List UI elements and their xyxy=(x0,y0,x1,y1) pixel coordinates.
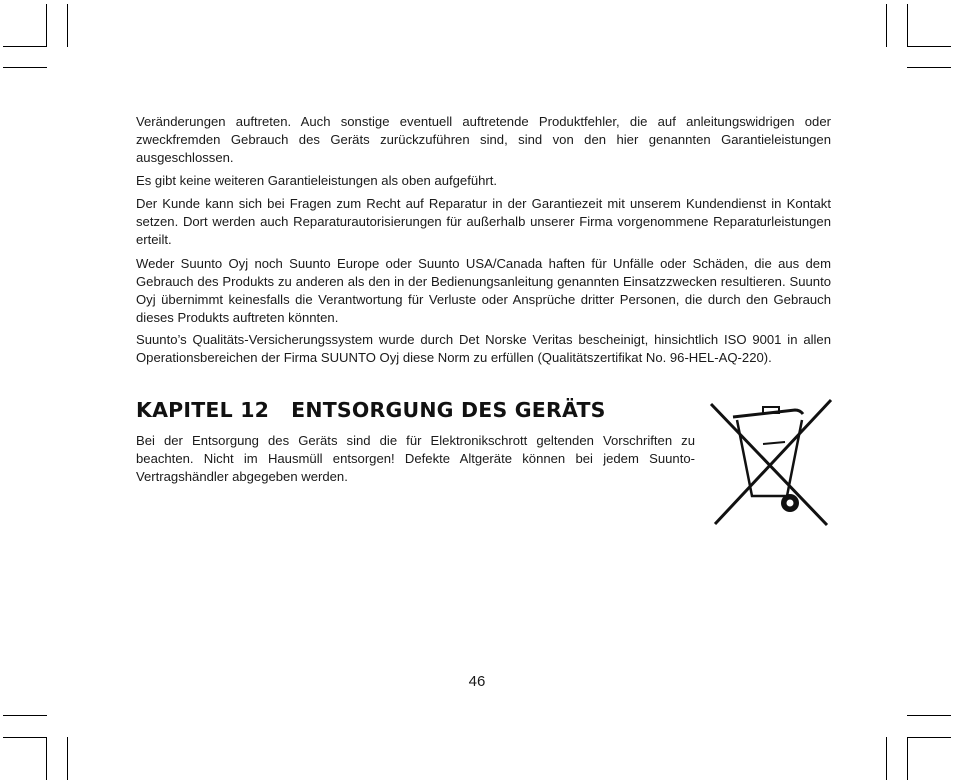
crop-mark xyxy=(46,737,47,780)
crop-mark xyxy=(67,4,68,47)
paragraph-disposal: Bei der Entsorgung des Geräts sind die für Elektronikschrott geltenden Vorschriften zu beachten. Nicht im Hausmüll entsorgen! Defekte Altgeräte können bei jedem Suunto-Vertragshändler abgegeben werden. xyxy=(136,433,695,484)
crop-mark xyxy=(67,737,68,780)
crop-mark xyxy=(907,46,951,47)
crop-mark xyxy=(46,4,47,47)
paragraph-warranty-exclusions: Veränderungen auftreten. Auch sonstige eventuell auftretende Produktfehler, die auf anleitungswidrigen oder zweckfremden Gebrauch des Geräts zurückzuführen sind, sind von den hier genannten Garantieleistungen ausgeschlossen. xyxy=(136,114,831,165)
paragraph-customer-service: Der Kunde kann sich bei Fragen zum Recht auf Reparatur in der Garantiezeit mit unserem Kundendienst in Kontakt setzen. Dort werden auch Reparaturautorisierungen für außerhalb unserer Firma vorgenommene Reparaturleistungen erteilt. xyxy=(136,196,831,247)
page-number: 46 xyxy=(468,673,486,690)
crop-mark xyxy=(907,737,951,738)
crossed-out-wheelie-bin-icon xyxy=(703,398,835,527)
crop-mark xyxy=(3,715,47,716)
crop-mark xyxy=(907,715,951,716)
crop-mark xyxy=(886,4,887,47)
crop-mark xyxy=(3,46,47,47)
crop-mark xyxy=(907,67,951,68)
paragraph-quality-system: Suunto’s Qualitäts-Versicherungssystem wurde durch Det Norske Veritas bescheinigt, hinsichtlich ISO 9001 in allen Operationsbereichen der Firma SUUNTO Oyj diese Norm zu erfüllen (Qualitätszertifikat No. 96-HEL-AQ-220). xyxy=(136,332,831,365)
crop-mark xyxy=(907,4,908,47)
crop-mark xyxy=(3,737,47,738)
crop-mark xyxy=(886,737,887,780)
crop-mark xyxy=(907,737,908,780)
paragraph-no-further-warranty: Es gibt keine weiteren Garantieleistungen als oben aufgeführt. xyxy=(136,173,498,188)
paragraph-liability: Weder Suunto Oyj noch Suunto Europe oder Suunto USA/Canada haften für Unfälle oder Schäden, die aus dem Gebrauch des Produkts zu anderen als den in der Bedienungsanleitung genannten Einsatzzwecken resultieren. Suunto Oyj übernimmt keinesfalls die Verantwortung für Verluste oder Ansprüche dritter Personen, die durch den Gebrauch dieses Produkts auftreten könnten. xyxy=(136,256,831,325)
crop-mark xyxy=(3,67,47,68)
chapter-heading: KAPITEL 12 ENTSORGUNG DES GERÄTS xyxy=(136,398,606,422)
